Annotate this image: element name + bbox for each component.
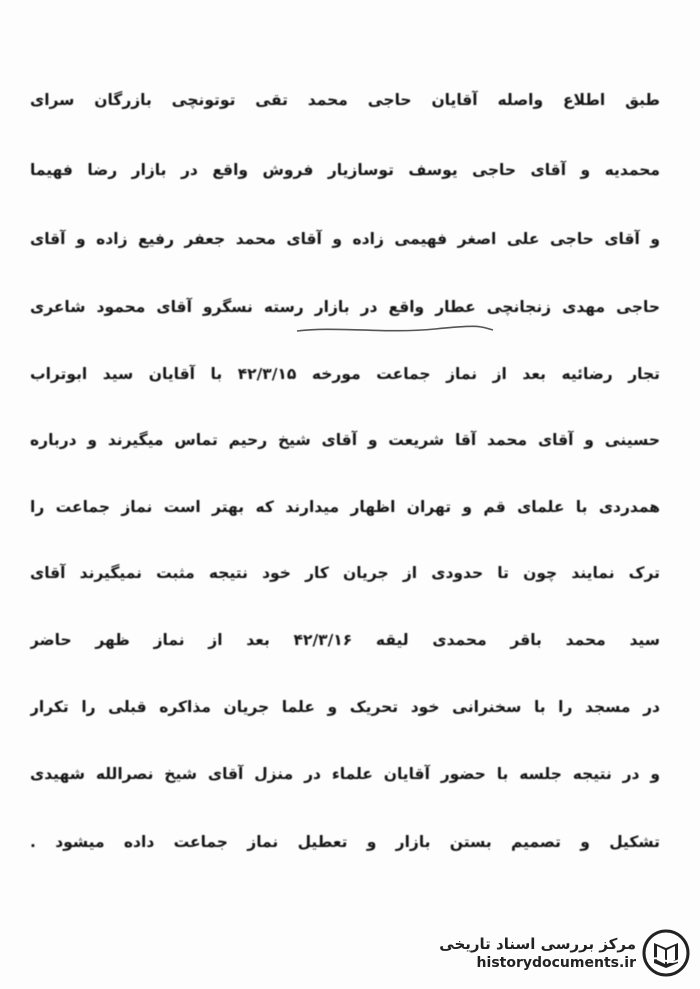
document-line-7: همدردی با علمای قم و تهران اظهار میدارند که بهتر است نماز جماعت را [30,498,660,516]
document-line-9: سید محمد باقر محمدی لیقه ۴۲/۳/۱۶ بعد از نماز ظهر حاضر [30,631,660,649]
document-line-3: و آقای حاجی علی اصغر فهیمی زاده و آقای محمد جعفر رفیع زاده و آقای [30,230,660,248]
archive-name: مرکز بررسی اسناد تاریخی [439,935,636,953]
document-line-11: و در نتیجه جلسه با حضور آقایان علماء در منزل آقای شیخ نصرالله شهیدی [30,765,660,783]
handwritten-underline-mark [295,322,495,336]
document-line-8: ترک نمایند چون تا حدودی از جریان کار خود نتیجه مثبت نمیگیرند آقای [30,564,660,582]
document-line-2: محمدیه و آقای حاجی یوسف توسازیار فروش واقع در بازار رضا فهیما [30,161,660,179]
document-line-12: تشکیل و تصمیم بستن بازار و تعطیل نماز جماعت داده میشود . [30,833,660,851]
book-archive-logo-icon [642,929,690,977]
archive-url[interactable]: historydocuments.ir [476,955,636,971]
archive-footer [439,925,690,981]
document-line-4: حاجی مهدی زنجانچی عطار واقع در بازار رسته نسگرو آقای محمود شاعری [30,298,660,316]
document-line-5: تجار رضائیه بعد از نماز جماعت مورخه ۴۲/۳/۱۵ با آقایان سید ابوتراب [30,365,660,383]
document-line-10: در مسجد را با سخنرانی خود تحریک و علما جریان مذاکره قبلی را تکرار [30,698,660,716]
footer-text-block [439,934,636,972]
document-line-6: حسینی و آقای محمد آقا شریعت و آقای شیخ رحیم تماس میگیرند و درباره [30,431,660,449]
document-line-1: طبق اطلاع واصله آقایان حاجی محمد تقی توتونچی بازرگان سرای [30,91,660,109]
